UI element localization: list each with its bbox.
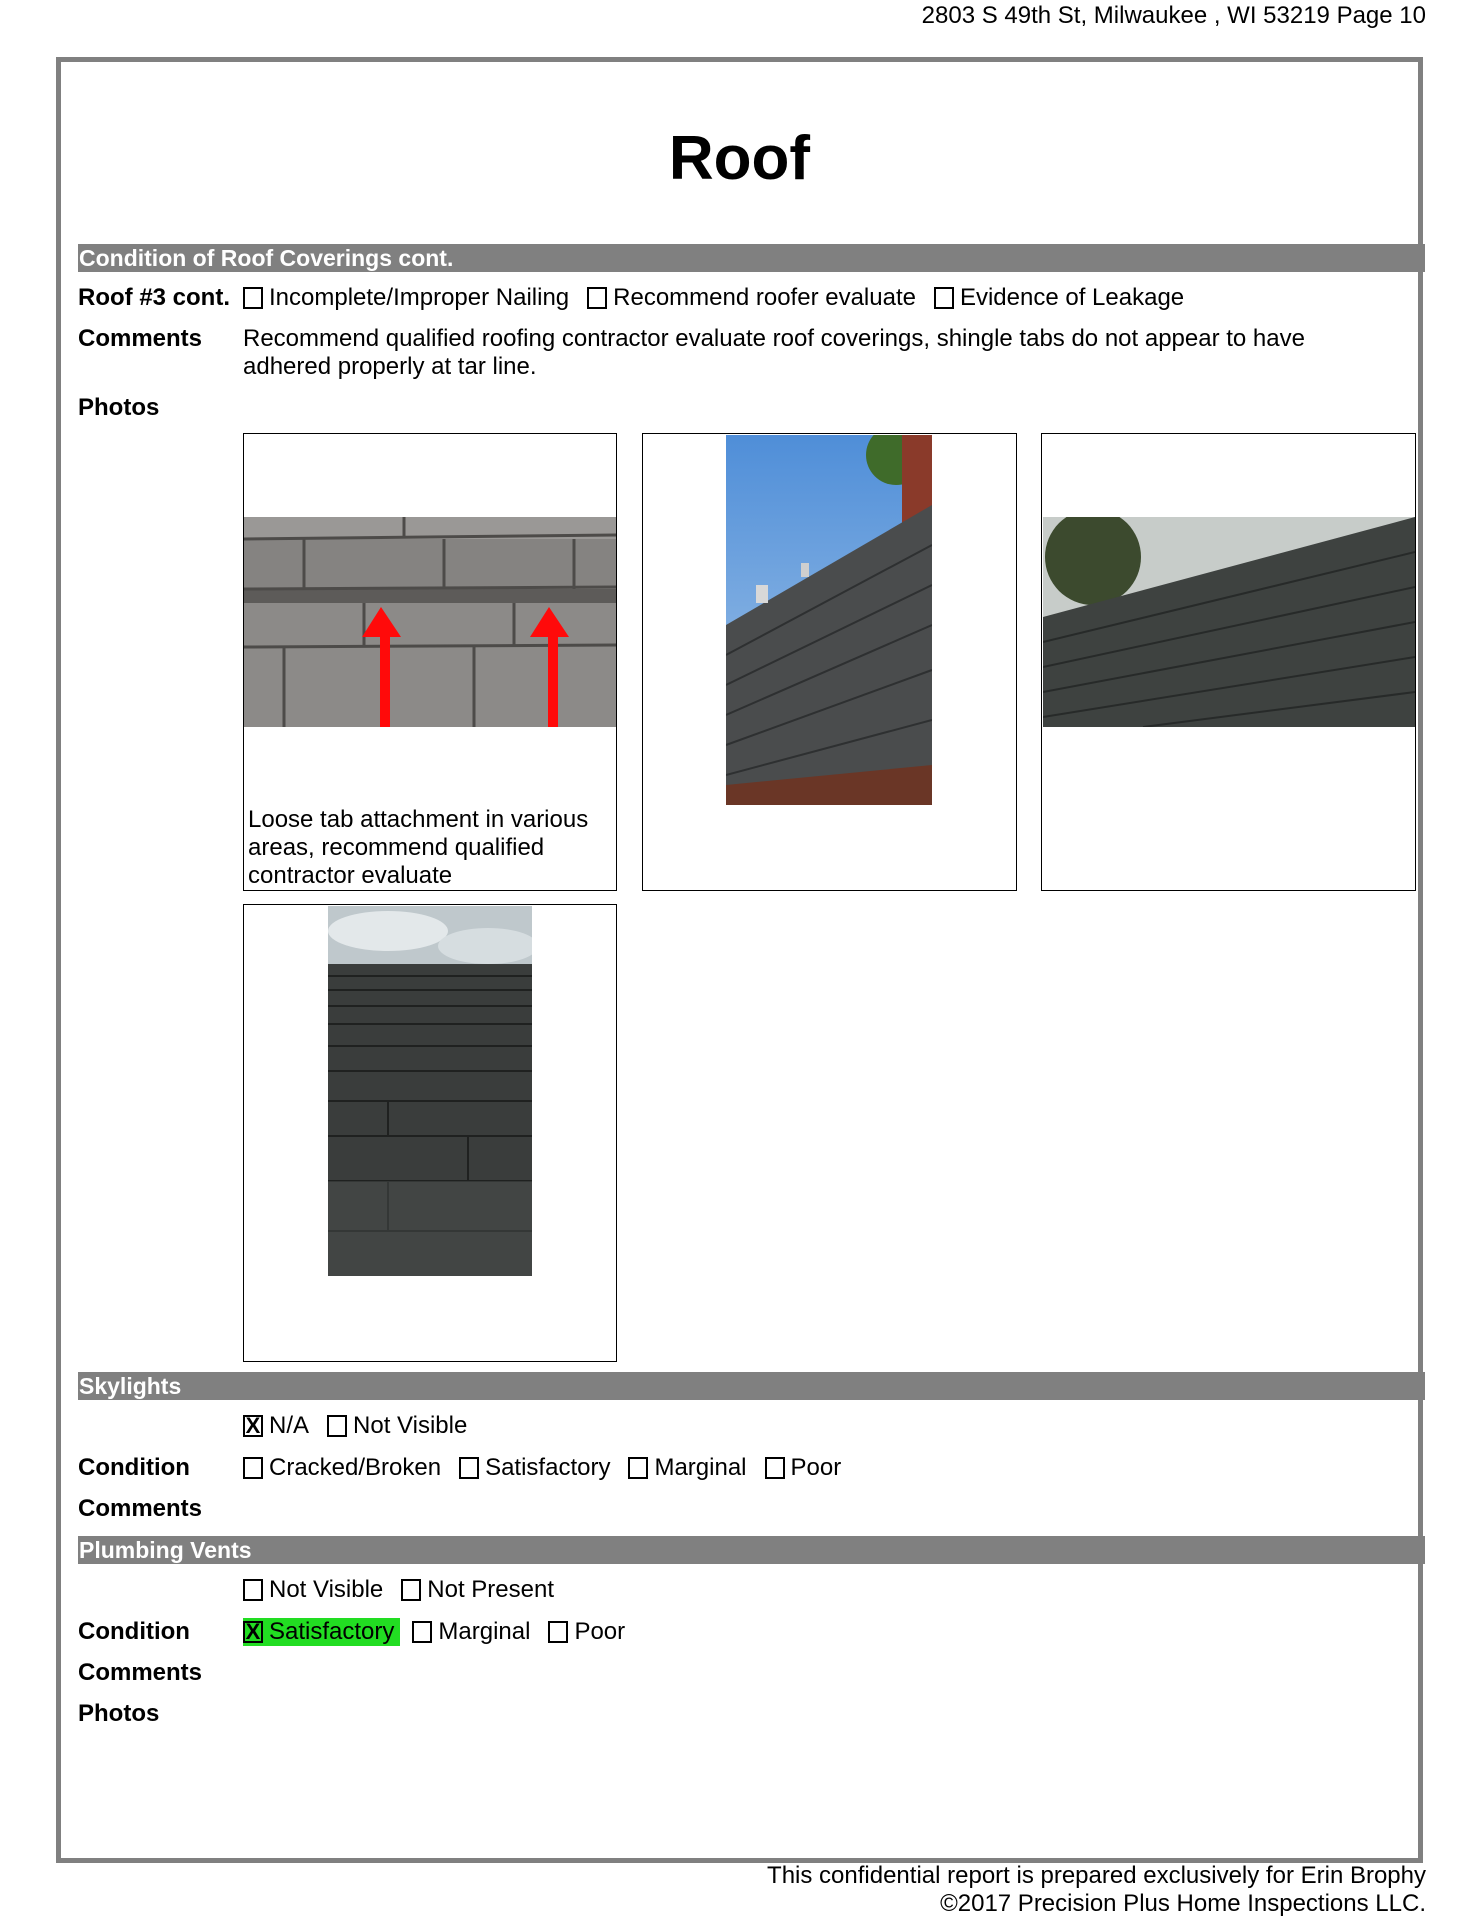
checkbox[interactable] xyxy=(934,287,954,309)
checkbox[interactable] xyxy=(327,1415,347,1437)
photo-roof-plane[interactable] xyxy=(1041,433,1416,891)
option-not-visible[interactable]: Not Visible xyxy=(327,1412,467,1440)
shingle-closeup-image xyxy=(244,517,616,727)
plumbing-condition-label: Condition xyxy=(78,1618,190,1645)
option-marginal[interactable]: Marginal xyxy=(412,1618,530,1646)
plumbing-presence-options xyxy=(243,1576,572,1604)
page-title: Roof xyxy=(668,124,811,193)
skylights-presence-options xyxy=(243,1412,485,1440)
checkbox[interactable] xyxy=(765,1457,785,1479)
checkbox[interactable] xyxy=(243,287,263,309)
roof3-options xyxy=(243,284,1202,312)
plumbing-comments-label: Comments xyxy=(78,1659,203,1686)
checkbox[interactable] xyxy=(243,1579,263,1601)
plumbing-condition-options xyxy=(243,1618,643,1646)
option-not-visible[interactable]: Not Visible xyxy=(243,1576,383,1604)
option-poor[interactable]: Poor xyxy=(765,1454,842,1482)
checkbox[interactable] xyxy=(412,1621,432,1643)
checkbox[interactable] xyxy=(548,1621,568,1643)
option-incomplete-nailing[interactable]: Incomplete/Improper Nailing xyxy=(243,284,569,312)
option-cracked-broken[interactable]: Cracked/Broken xyxy=(243,1454,441,1482)
checkbox[interactable] xyxy=(628,1457,648,1479)
option-evidence-leakage[interactable]: Evidence of Leakage xyxy=(934,284,1184,312)
checkbox[interactable] xyxy=(587,287,607,309)
roof-plane-image xyxy=(1043,517,1415,727)
checkbox[interactable] xyxy=(243,1457,263,1479)
option-recommend-roofer[interactable]: Recommend roofer evaluate xyxy=(587,284,916,312)
section-plumbing-vents: Plumbing Vents xyxy=(78,1536,1425,1564)
option-satisfactory-selected[interactable]: X Satisfactory xyxy=(243,1618,400,1646)
photo-roof-upward[interactable] xyxy=(243,904,617,1362)
roof-slope-image xyxy=(726,435,932,805)
skylights-condition-options xyxy=(243,1454,859,1482)
option-na[interactable]: X N/A xyxy=(243,1412,309,1440)
section-roof-coverings: Condition of Roof Coverings cont. xyxy=(78,244,1425,272)
checkbox[interactable] xyxy=(459,1457,479,1479)
option-satisfactory[interactable]: Satisfactory xyxy=(459,1454,610,1482)
photo-roof-slope-chimney[interactable] xyxy=(642,433,1017,891)
option-marginal[interactable]: Marginal xyxy=(628,1454,746,1482)
skylights-comments-label: Comments xyxy=(78,1495,203,1522)
photos-label: Photos xyxy=(78,394,160,421)
roof3-label: Roof #3 cont. xyxy=(78,284,231,311)
footer-copyright: ©2017 Precision Plus Home Inspections LLC. xyxy=(940,1890,1426,1917)
photo-loose-tabs[interactable] xyxy=(243,433,617,891)
checkbox-checked[interactable]: X xyxy=(243,1415,263,1437)
skylights-condition-label: Condition xyxy=(78,1454,190,1481)
checkbox-checked[interactable]: X xyxy=(243,1621,263,1643)
option-poor[interactable]: Poor xyxy=(548,1618,625,1646)
roof-comments-text: Recommend qualified roofing contractor evaluate roof coverings, shingle tabs do not appear to have adhered properly at tar line. xyxy=(243,325,1305,380)
footer-confidential: This confidential report is prepared exclusively for Erin Brophy xyxy=(767,1862,1426,1889)
option-not-present[interactable]: Not Present xyxy=(401,1576,554,1604)
report-frame xyxy=(56,57,1423,1863)
checkbox[interactable] xyxy=(401,1579,421,1601)
comments-label: Comments xyxy=(78,325,203,352)
plumbing-photos-label: Photos xyxy=(78,1700,160,1727)
header-address-page: 2803 S 49th St, Milwaukee , WI 53219 Page 10 xyxy=(921,2,1426,29)
roof-upward-image xyxy=(328,906,532,1276)
photo-caption: Loose tab attachment in various areas, recommend qualified contractor evaluate xyxy=(248,806,589,889)
section-skylights: Skylights xyxy=(78,1372,1425,1400)
